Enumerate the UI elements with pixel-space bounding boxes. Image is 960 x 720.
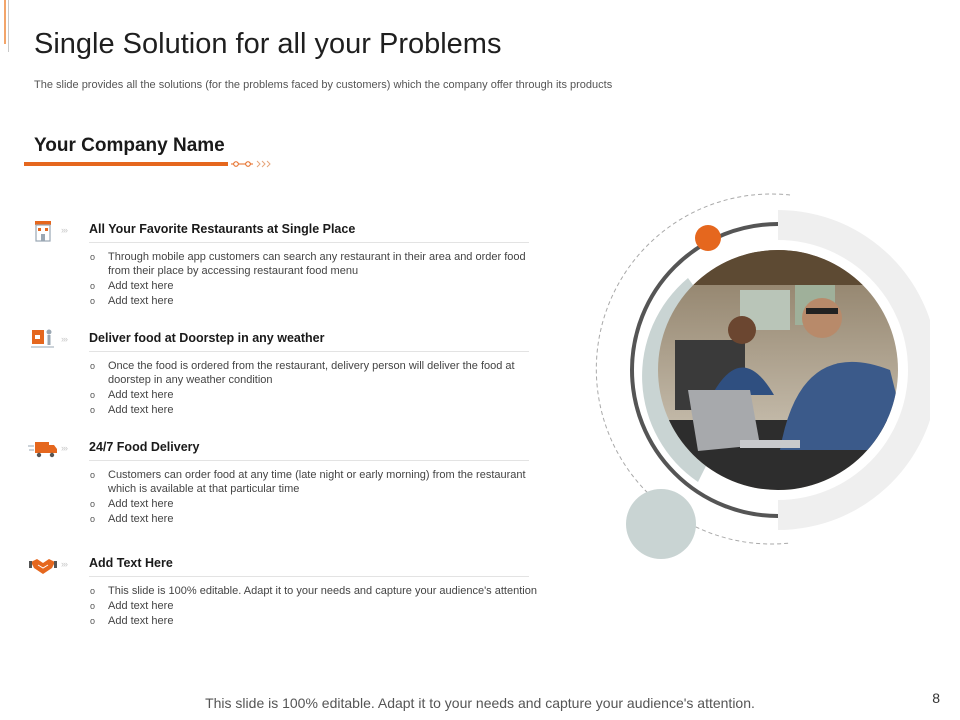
bullet-icon: o — [90, 514, 96, 524]
page-subtitle: The slide provides all the solutions (for the problems faced by customers) which the company offer through its products — [34, 79, 613, 91]
section-divider — [89, 460, 529, 461]
list-item: o Add text here — [90, 295, 174, 307]
list-item: o Add text here — [90, 498, 174, 510]
section-arrows: ››› — [61, 443, 67, 453]
section-bullet-list — [89, 359, 549, 418]
section-title: All Your Favorite Restaurants at Single Place — [89, 222, 356, 236]
list-item: o Add text here — [90, 280, 174, 292]
section-arrows: ››› — [61, 225, 67, 235]
page-title: Single Solution for all your Problems — [34, 28, 502, 60]
bullet-icon: o — [90, 405, 96, 415]
section-bullet-list — [89, 584, 549, 629]
corner-accent-line — [4, 0, 6, 44]
bullet-icon: o — [90, 390, 96, 400]
bullet-icon: o — [90, 616, 96, 626]
bullet-icon: o — [90, 470, 96, 480]
bullet-icon: o — [90, 252, 96, 262]
handshake-icon — [28, 553, 58, 577]
list-item: o Through mobile app customers can search any restaurant in their area and order food from their place by accessing restaurant food menu — [90, 251, 526, 277]
company-underline — [24, 162, 228, 166]
bullet-icon: o — [90, 499, 96, 509]
bullet-icon: o — [90, 601, 96, 611]
section-bullet-list — [89, 250, 549, 309]
page-number: 8 — [932, 690, 940, 706]
footer-note: This slide is 100% editable. Adapt it to your needs and capture your audience's attention. — [205, 695, 755, 711]
section-divider — [89, 351, 529, 352]
company-underline-decoration — [231, 158, 279, 170]
list-item: o Add text here — [90, 600, 174, 612]
company-name: Your Company Name — [34, 135, 225, 156]
bullet-icon: o — [90, 281, 96, 291]
section-arrows: ››› — [61, 334, 67, 344]
list-item: o Add text here — [90, 513, 174, 525]
corner-divider-line — [8, 0, 9, 52]
bullet-icon: o — [90, 361, 96, 371]
list-item: o Add text here — [90, 389, 174, 401]
list-item: o Once the food is ordered from the restaurant, delivery person will deliver the food at doorstep in any weather condition — [90, 360, 515, 386]
list-item: o Add text here — [90, 404, 174, 416]
gray-circle — [626, 489, 696, 559]
section-divider — [89, 576, 529, 577]
section-arrows: ››› — [61, 559, 67, 569]
section-title: Add Text Here — [89, 556, 173, 570]
section-divider — [89, 242, 529, 243]
delivery-person-icon — [28, 328, 58, 352]
section-title: Deliver food at Doorstep in any weather — [89, 331, 325, 345]
orange-dot — [695, 225, 721, 251]
section-bullet-list — [89, 468, 549, 527]
circular-photo-graphic — [590, 190, 930, 560]
restaurant-building-icon — [28, 219, 58, 243]
list-item: o This slide is 100% editable. Adapt it to your needs and capture your audience's attention — [90, 585, 537, 597]
bullet-icon: o — [90, 586, 96, 596]
section-title: 24/7 Food Delivery — [89, 440, 200, 454]
list-item: o Customers can order food at any time (late night or early morning) from the restaurant which is available at that particular time — [90, 469, 526, 495]
bullet-icon: o — [90, 296, 96, 306]
delivery-truck-icon — [28, 437, 58, 461]
list-item: o Add text here — [90, 615, 174, 627]
